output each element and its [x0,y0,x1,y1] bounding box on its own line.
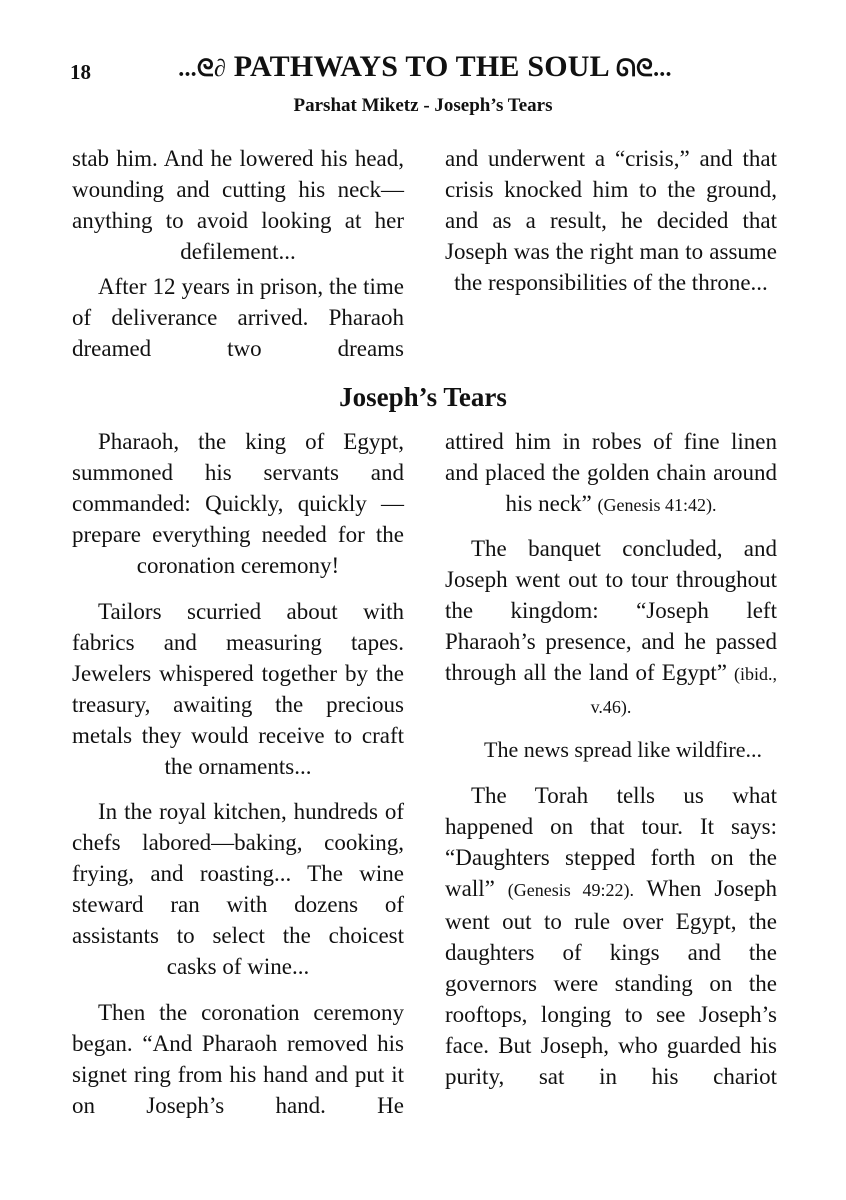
paragraph [445,426,777,521]
paragraph [445,780,777,1092]
paragraph-text: attired him in robes of fine linen and placed the golden chain around his neck” [445,429,777,516]
citation: (Genesis 49:22). [507,880,634,900]
ornament-left-icon: ...ᘓ∂ [178,56,227,82]
paragraph: Pharaoh, the king of Egypt, summoned his servants and commanded: Quickly, quickly —prepare everything needed for the coronation ceremony! [72,429,404,578]
paragraph: The news spread like wildfire... [484,737,762,762]
paragraph: After 12 years in prison, the time of deliverance arrived. Pharaoh dreamed two dreams [72,274,404,361]
citation: (Genesis 41:42). [597,495,717,515]
paragraph-text: When Joseph went out to rule over Egypt, the daughters of kings and the governors were standing on the rooftops, longing to see Joseph’s face. But Joseph, who guarded his purity, sat in his chariot [445,876,777,1089]
paragraph-text: The banquet concluded, and Joseph went out to tour throughout the kingdom: “Joseph left Pharaoh’s presence, and he passed through all the land of Egypt” [445,536,777,685]
ornament-right-icon: ᘏᘓ... [615,56,672,82]
chapter-subtitle: Parshat Miketz - Joseph’s Tears [293,95,553,116]
paragraph [445,533,777,723]
paragraph: Tailors scurried about with fabrics and measuring tapes. Jewelers whispered together by the treasury, awaiting the precious metals they would receive to craft the ornaments... [72,599,404,779]
page-number: 18 [70,60,91,84]
paragraph: and underwent a “crisis,” and that crisis knocked him to the ground, and as a result, he decided that Joseph was the right man to assume the responsibilities of the throne... [445,146,777,295]
paragraph-text: The Torah tells us what happened on that tour. It says: “Daughters stepped forth on the wall” [445,783,777,901]
citation: (ibid., v.46). [590,664,777,717]
paragraph: stab him. And he lowered his head, wounding and cutting his neck—anything to avoid looking at her defilement... [72,146,404,264]
paragraph: In the royal kitchen, hundreds of chefs labored—baking, cooking, frying, and roasting... The wine steward ran with dozens of assistants to select the choicest casks of wine... [72,799,404,979]
running-header [130,50,720,84]
section-heading: Joseph’s Tears [339,382,507,412]
paragraph: Then the coronation ceremony began. “And Pharaoh removed his signet ring from his hand and put it on Joseph’s hand. He [72,1000,404,1118]
book-title: PATHWAYS TO THE SOUL [233,50,609,83]
